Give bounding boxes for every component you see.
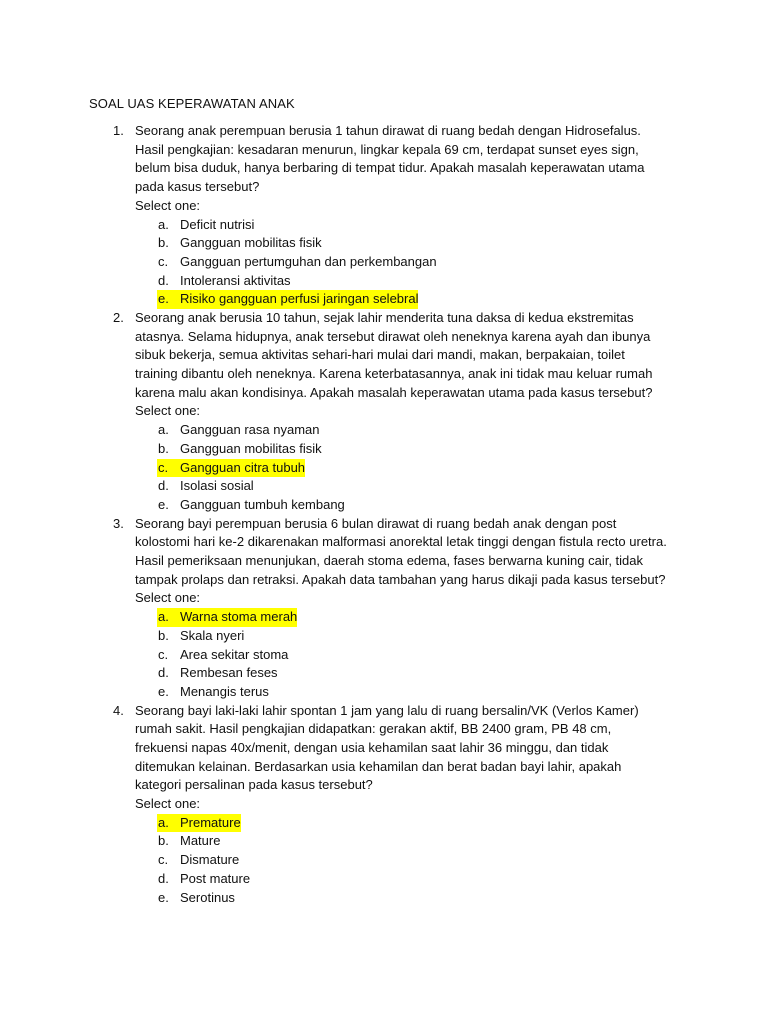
option-d [135,477,667,496]
option-letter: e. [158,496,169,512]
option-e [135,889,667,908]
option-list [135,421,667,514]
question-number: 1. [113,123,124,138]
option-text: Premature [180,814,241,830]
option-list [135,814,667,907]
option-b [135,234,667,253]
document-title: SOAL UAS KEPERAWATAN ANAK [89,96,295,111]
option-b [135,627,667,646]
option-d [135,664,667,683]
question-number: 2. [113,309,124,325]
option-b [135,832,667,851]
question-1 [0,122,667,309]
option-text: Area sekitar stoma [180,646,289,662]
option-a [135,421,667,440]
option-letter: c. [158,852,169,868]
option-b [135,440,667,459]
option-letter: c. [158,646,169,662]
option-c [135,459,667,478]
question-number: 3. [113,515,124,531]
option-letter: b. [158,627,169,643]
option-c [135,253,667,272]
select-one-label: Select one: [135,590,201,606]
option-letter: d. [158,478,169,494]
question-4 [0,702,667,908]
select-one-label: Select one: [135,197,201,213]
option-letter: a. [158,422,169,438]
option-letter: d. [158,665,169,681]
option-text: Menangis terus [180,683,269,699]
option-list [135,216,667,309]
question-3 [0,515,667,702]
option-text: Gangguan mobilitas fisik [180,235,322,251]
option-letter: b. [158,440,169,456]
option-letter: a. [158,814,169,830]
option-letter: c. [158,253,169,269]
option-letter: d. [158,272,169,288]
option-text: Intoleransi aktivitas [180,272,291,288]
option-e [135,290,667,309]
option-text: Gangguan pertumguhan dan perkembangan [180,253,437,269]
option-c [135,646,667,665]
option-text: Isolasi sosial [180,478,254,494]
option-e [135,683,667,702]
option-text: Rembesan feses [180,665,278,681]
select-one-label: Select one: [135,403,201,419]
option-text: Post mature [180,870,251,886]
option-a [135,814,667,833]
option-letter: c. [158,459,169,475]
select-one-label: Select one: [135,796,201,812]
option-text: Warna stoma merah [180,609,298,625]
option-letter: a. [158,216,169,232]
option-e [135,496,667,515]
question-text: Seorang bayi laki-laki lahir spontan 1 jam yang lalu di ruang bersalin/VK (Verlos Kamer) rumah sakit. Hasil pengkajian didapatkan: gerakan aktif, BB 2400 gram, PB 48 cm, frekuensi napas 40x/menit, dengan usia kehamilan saat lahir 36 minggu, dan tidak ditemukan kelainan. Berdasarkan usia kehamilan dan berat badan bayi lahir, apakah kategori persalinan pada kasus tersebut? [135,702,639,793]
option-a [135,216,667,235]
option-text: Gangguan rasa nyaman [180,422,320,438]
option-c [135,851,667,870]
option-text: Skala nyeri [180,627,245,643]
option-d [135,272,667,291]
option-text: Gangguan citra tubuh [180,459,306,475]
question-text: Seorang anak berusia 10 tahun, sejak lahir menderita tuna daksa di kedua ekstremitas atasnya. Selama hidupnya, anak tersebut dirawat oleh neneknya karena ayah dan ibunya sibuk bekerja, semua aktivitas sehari-hari mulai dari mandi, makan, berpakaian, toilet training dibantu oleh neneknya. Karena keterbatasannya, anak ini tidak mau keluar rumah karena malu akan kondisinya. Apakah masalah keperawatan utama pada kasus tersebut? [135,309,653,400]
option-text: Gangguan mobilitas fisik [180,440,322,456]
option-text: Serotinus [180,889,235,905]
option-a [135,608,667,627]
option-letter: d. [158,870,169,886]
question-number: 4. [113,702,124,718]
option-letter: b. [158,235,169,251]
option-d [135,870,667,889]
option-letter: b. [158,833,169,849]
question-text: Seorang bayi perempuan berusia 6 bulan dirawat di ruang bedah anak dengan post kolostomi hari ke-2 dikarenakan malformasi anorektal letak tinggi dengan fistula recto uretra. Hasil pemeriksaan menunjukan, daerah stoma edema, fases berwarna kuning cair, tidak tampak prolaps dan retraksi. Apakah data tambahan yang harus dikaji pada kasus tersebut? [135,515,667,587]
option-letter: a. [158,609,169,625]
option-letter: e. [158,889,169,905]
option-list [135,608,667,701]
option-letter: e. [158,683,169,699]
option-text: Mature [180,833,221,849]
option-text: Deficit nutrisi [180,216,255,232]
question-text: Seorang anak perempuan berusia 1 tahun dirawat di ruang bedah dengan Hidrosefalus. Hasil pengkajian: kesadaran menurun, lingkar kepala 69 cm, terdapat sunset eyes sign, belum bisa duduk, hanya berbaring di tempat tidur. Apakah masalah keperawatan utama pada kasus tersebut? [135,123,645,195]
option-text: Dismature [180,852,240,868]
question-2 [0,309,667,515]
question-list [0,122,768,907]
option-text: Risiko gangguan perfusi jaringan selebral [180,291,419,307]
option-letter: e. [158,291,169,307]
option-text: Gangguan tumbuh kembang [180,496,345,512]
